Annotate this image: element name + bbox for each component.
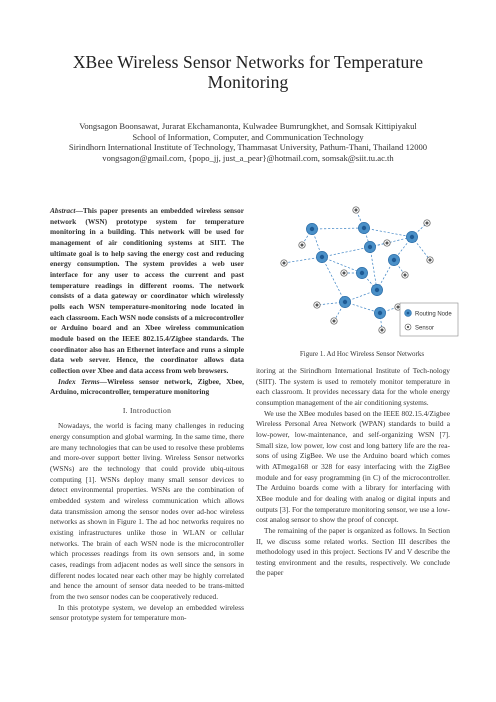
paragraph: We use the XBee modules based on the IEEE 802.15.4/Zigbee Wireless Personal Area Network (WPAN) standards to build a low-power, low-maintenance, and self-organizing WSN [7]. Small size, low power, low cost and long battery life are the rea-sons of using ZigBee. We use the Arduino board which comes with ATmega168 or 328 for easy interfacing with the ZigBee module and for easy programming (in C) of the microcontroller. The Arduino boards come with a library for interfacing with XBee module and for dealing with analog or digital inputs and outputs [3]. For the temperature monitoring sensor, we use a low-cost analog sensor to show the proof of concept. (256, 408, 450, 525)
left-column (50, 206, 244, 624)
sensor-node (424, 220, 430, 226)
routing-node (339, 296, 350, 307)
author-emails: vongsagon@gmail.com, {popo_jj, just_a_pear}@hotmail.com, somsak@siit.tu.ac.th (102, 152, 394, 163)
affiliation-institute: Sirindhorn International Institute of Technology, Thammasat University, Pathum-Thani, Thailand 12000 (68, 142, 428, 153)
sensor-node (299, 242, 305, 248)
figure-caption: Figure 1. Ad Hoc Wireless Sensor Networks (299, 350, 425, 358)
routing-node (364, 241, 375, 252)
sensor-node (384, 240, 390, 246)
sensor-node (331, 318, 337, 324)
sensor-node (402, 272, 408, 278)
sensor-node (379, 327, 385, 333)
routing-node (371, 284, 382, 295)
paragraph: The remaining of the paper is organized as follows. In Section II, we discuss some related works. Section III describes the methodology used in this project. Sections IV and V describe the testing environment and the results, respectively. We conclude the paper (256, 525, 450, 578)
sensor-node (314, 302, 320, 308)
abstract-label: Abstract (50, 206, 76, 215)
routing-node (306, 223, 317, 234)
routing-node (316, 251, 327, 262)
author-names: Vongsagon Boonsawat, Jurarat Ekchamanonta, Kulwadee Bumrungkhet, and Somsak Kittipiyakul (79, 121, 417, 131)
sensor-node (353, 207, 359, 213)
paper-title: XBee Wireless Sensor Networks for Temperature Monitoring (72, 52, 424, 92)
index-terms (50, 377, 244, 398)
author-block (20, 121, 476, 163)
affiliation-school: School of Information, Computer, and Communication Technology (132, 131, 364, 142)
routing-node (358, 222, 369, 233)
paragraph: In this prototype system, we develop an embedded wireless sensor prototype system for temperature mon- (50, 602, 244, 623)
routing-node (388, 254, 399, 265)
right-column (256, 366, 450, 579)
sensor-node (341, 270, 347, 276)
routing-node (406, 231, 417, 242)
index-terms-label: Index Terms (58, 376, 100, 386)
abstract-text: —This paper presents an embedded wireless sensor network (WSN) prototype system for temperature monitoring in a building. This network will be used for management of air conditioning systems at SIIT. The ultimate goal is to help saving the energy cost and reducing energy consumption. The system provides a web user interface for any user to access the current and past temperature readings in different rooms. The network consists of a data gateway or coordinator which wirelessly polls each WSN temperature-monitoring node located in each classroom. Each WSN node consists of a microcontroller or Arduino board and an Xbee wireless communication module based on the IEEE 802.15.4/Zigbee standards. The coordinator also has an Ethernet interface and runs a simple data web server. Hence, the coordinator allows data collection over Xbee and data access from web browsers. (50, 206, 244, 375)
legend-sensor: Sensor (415, 325, 435, 332)
index-terms-text: —Wireless sensor network, Zigbee, Xbee, Arduino, microcontroller, temperature monitoring (50, 376, 244, 397)
figure-network-diagram (262, 195, 462, 345)
figure-legend (400, 303, 458, 336)
legend-routing-node: Routing Node (415, 311, 452, 318)
routing-node (356, 267, 367, 278)
paragraph: itoring at the Sirindhorn International Institute of Tech-nology (SIIT). The system is used to remotely monitor temperature in each classroom. It provides necessary data for the whole energy consumption management of the air conditioning systems. (256, 366, 450, 407)
sensor-node (281, 260, 287, 266)
sensor-node (427, 257, 433, 263)
abstract (50, 206, 244, 377)
paragraph: Nowadays, the world is facing many challenges in reducing energy consumption and global warming. In the same time, there are many technologies that can be used to resolve these problems and more-over support better living. Wireless Sensor networks (WSNs) are the technology that could provide ubiq-uitous computing [1]. WSNs deploy many small sensor devices to detect environmental properties. WSNs are the combination of embedded system and wireless communication which allows data transmission among the sensor nodes over ad-hoc wireless networks as shown in Figure 1. The ad hoc networks requires no existing infrastructures unlike those in WLAN or cellular networks. The brain of each WSN node is the microcontroller which processes readings from its own sensors and, in some cases, readings from adjacent nodes as well since the sensors in different nodes located near each other may be highly correlated and hence the amount of sensor data needed to be trans-mitted from the two sensor nodes can be cooperatively reduced. (50, 421, 244, 601)
section-heading: I. Introduction (122, 405, 172, 415)
routing-node (374, 307, 385, 318)
